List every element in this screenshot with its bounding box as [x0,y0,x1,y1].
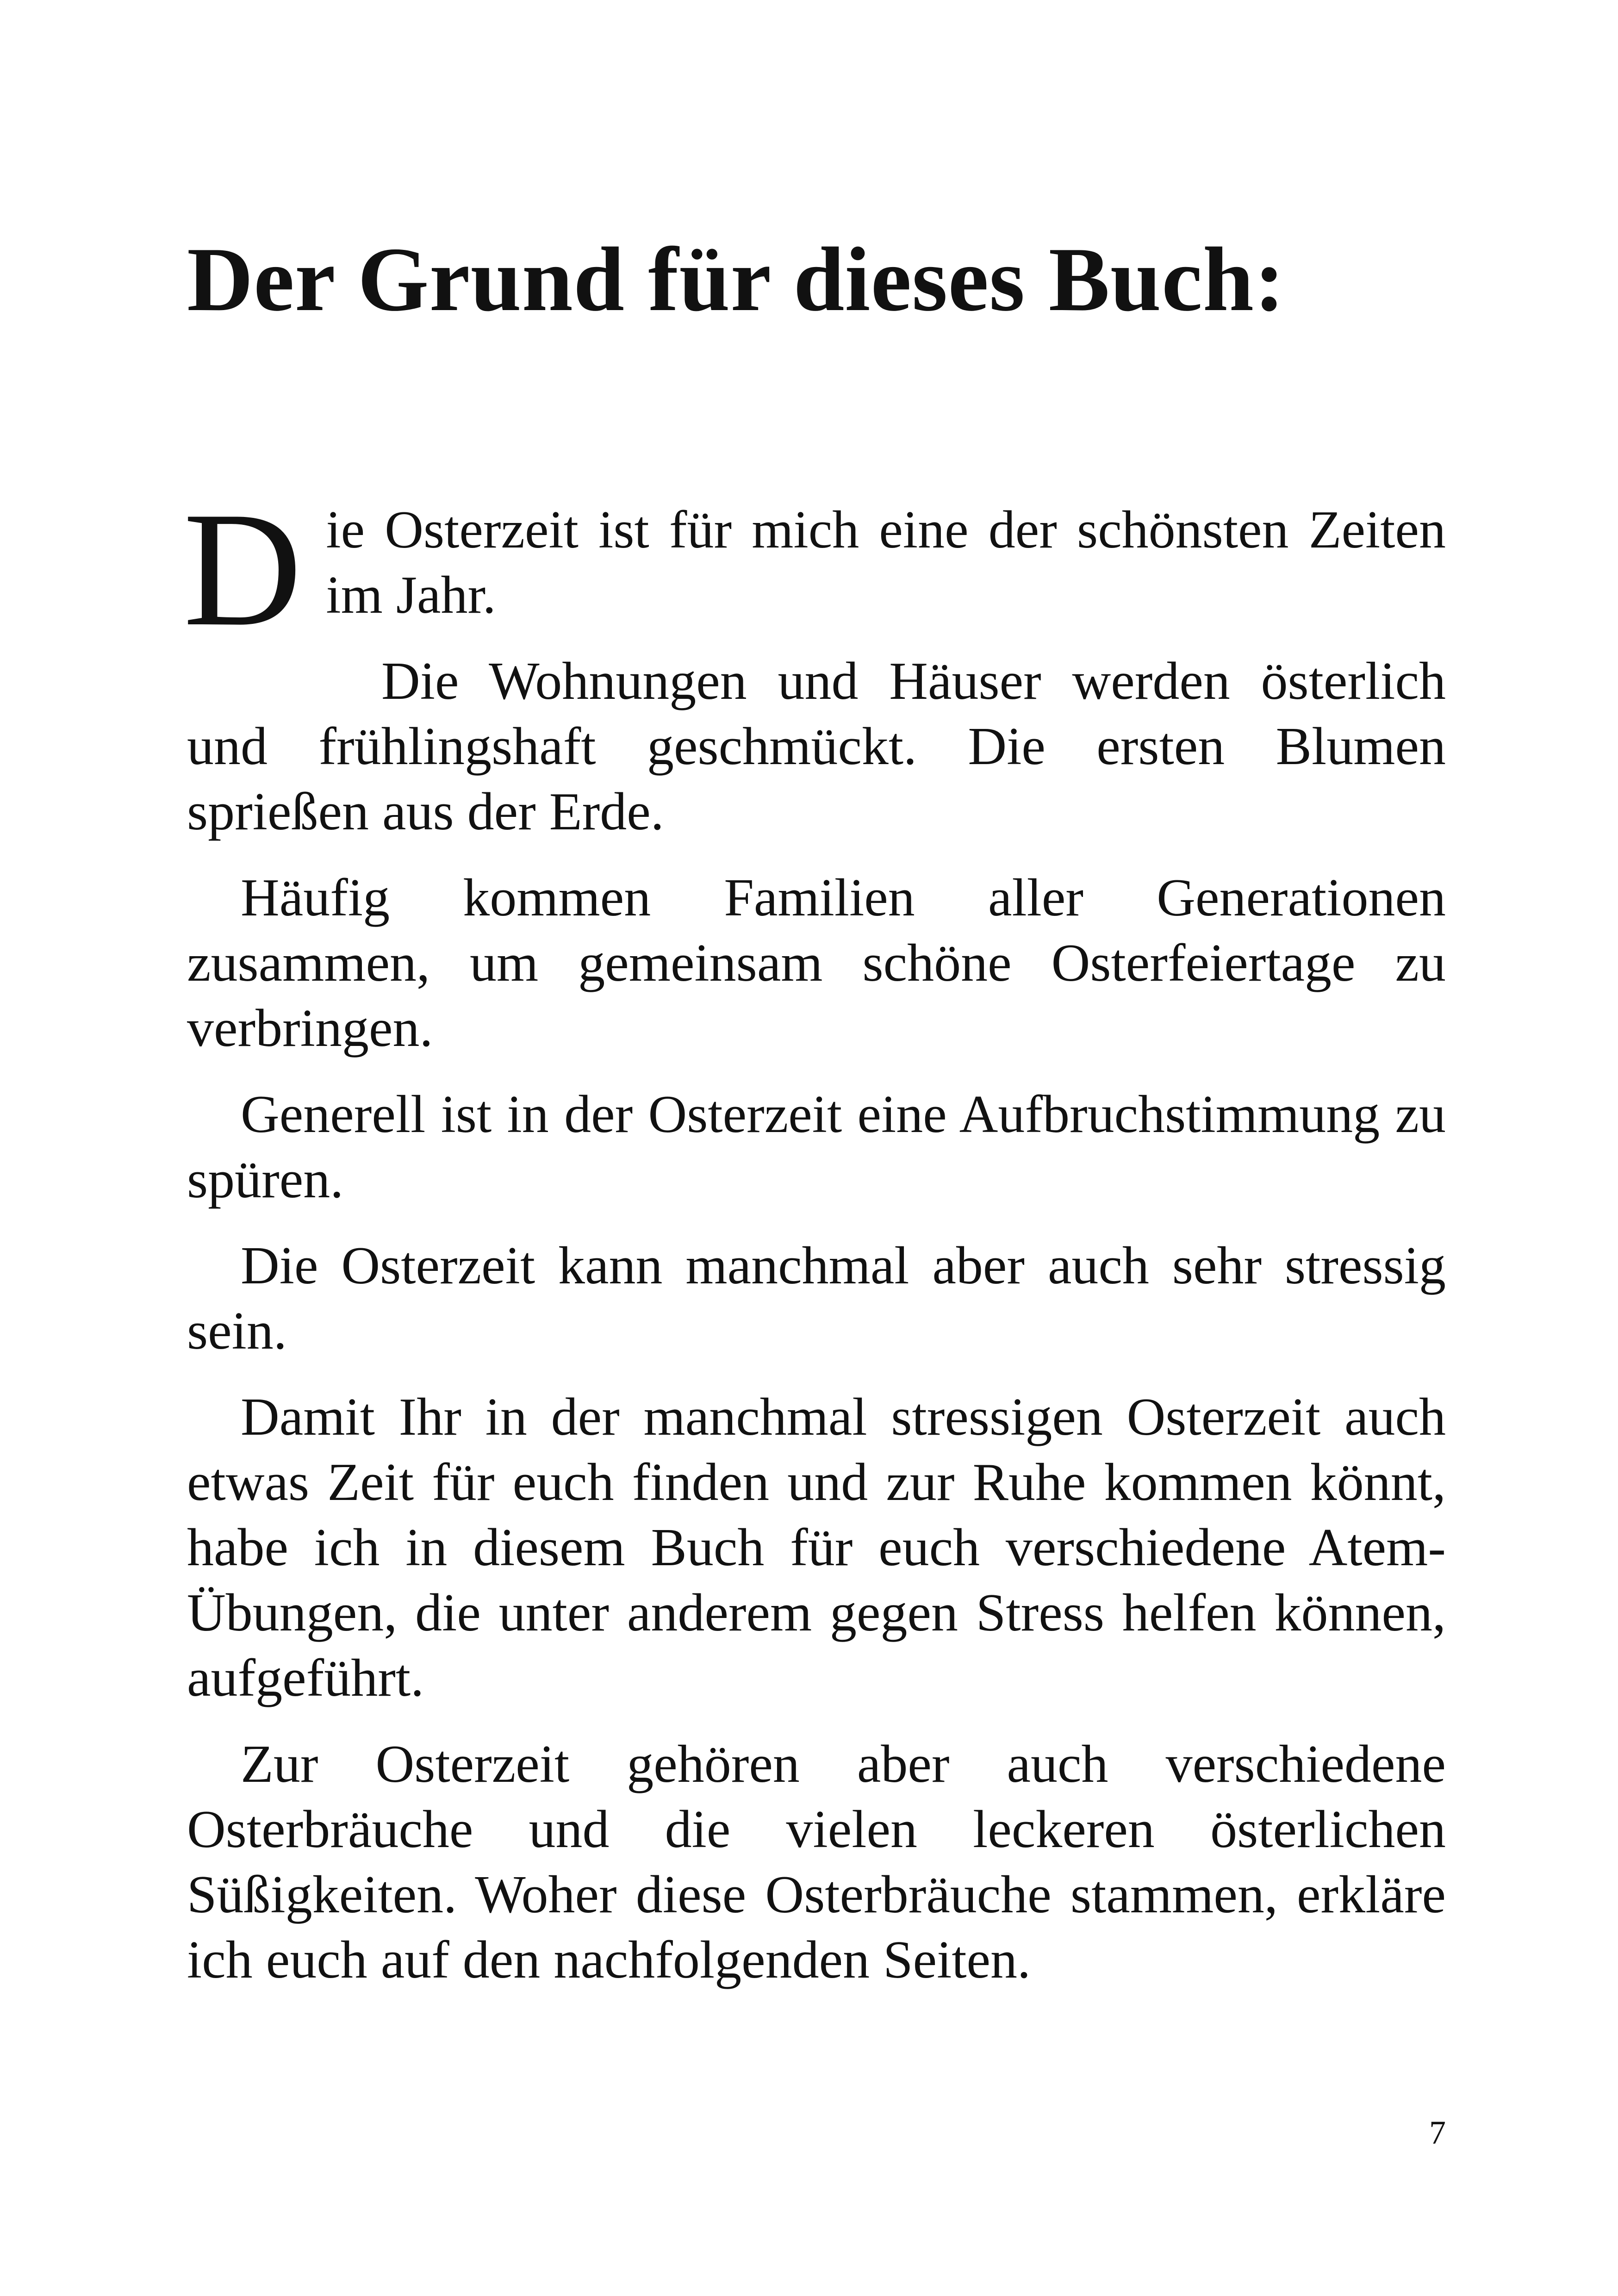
page-title: Der Grund für dieses Buch: [187,229,1285,330]
paragraph: Die Wohnungen und Häuser werden österlich und frühlingshaft geschmückt. Die ersten Blumen sprießen aus der Erde. [187,652,1446,841]
paragraph: Die Osterzeit kann manchmal aber auch sehr stressig sein. [187,1236,1446,1361]
paragraph: Generell ist in der Osterzeit eine Aufbruchstimmung zu spüren. [187,1085,1446,1209]
drop-cap: D [183,478,302,660]
paragraph: Damit Ihr in der manchmal stressigen Osterzeit auch etwas Zeit für euch finden und zur Ruhe kommen könnt, habe ich in diesem Buch für euch verschiedene Atem-Übungen, die unter anderem gegen Stress helfen können, aufgeführt. [187,1388,1446,1708]
body-text [183,478,1446,2014]
page-number: 7 [1429,2114,1446,2151]
paragraph-text: ie Osterzeit ist für mich eine der schönsten Zeiten im Jahr. [326,500,1446,625]
paragraph: Zur Osterzeit gehören aber auch verschiedene Osterbräuche und die vielen leckeren österlichen Süßigkeiten. Woher diese Osterbräuche stammen, erkläre ich euch auf den nachfolgenden Seiten. [187,1735,1446,1990]
paragraph: Häufig kommen Familien aller Generationen zusammen, um gemeinsam schöne Osterfeiertage zu verbringen. [187,868,1446,1058]
paragraph [183,478,1446,660]
